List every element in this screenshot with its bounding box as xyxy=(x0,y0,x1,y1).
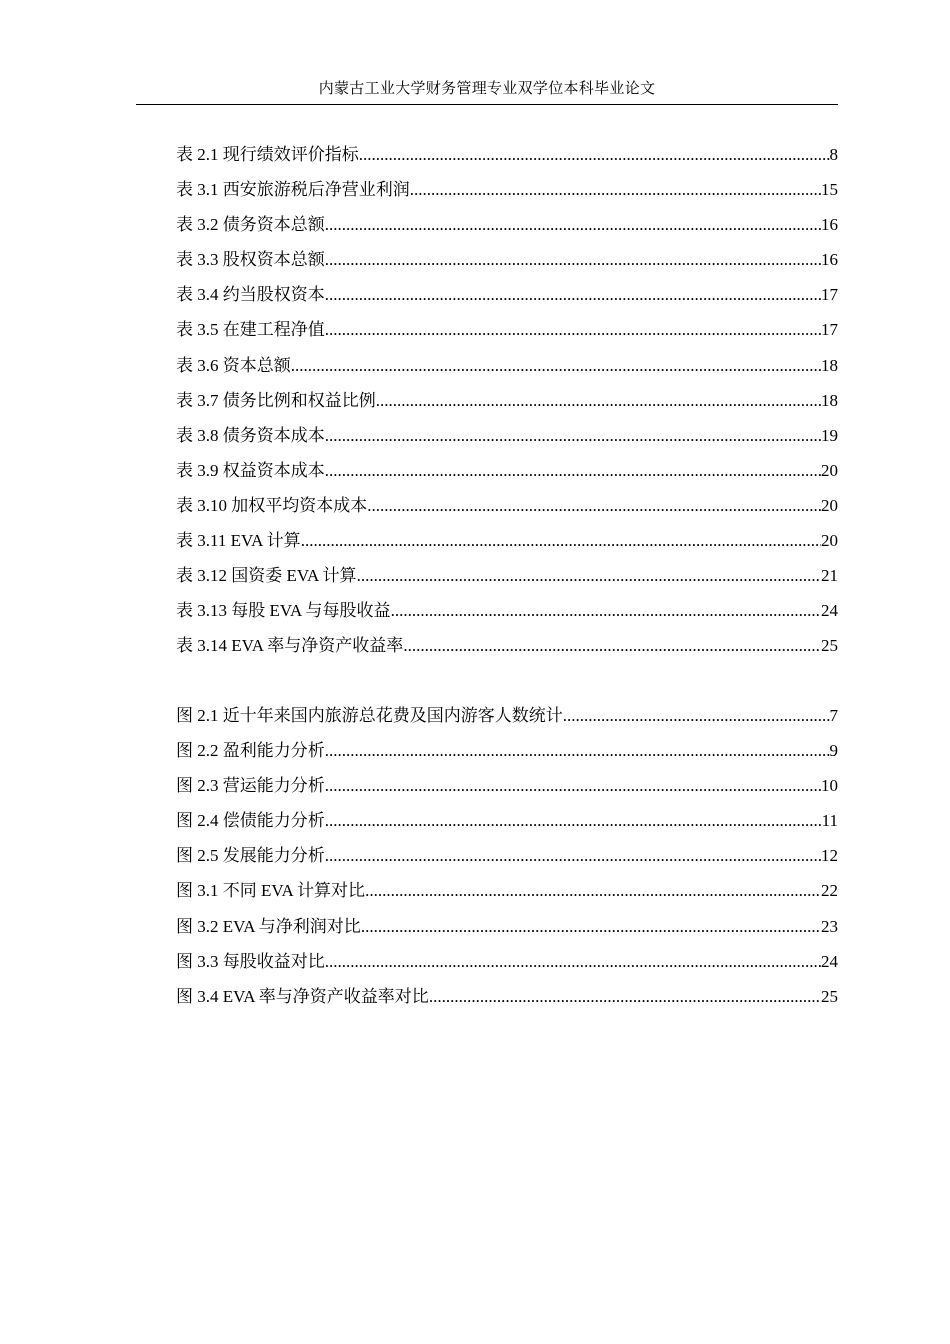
toc-entry-page: 16 xyxy=(821,250,838,270)
page-header xyxy=(136,78,838,105)
toc-entry-label: 图 2.1 近十年来国内旅游总花费及国内游客人数统计 xyxy=(176,706,563,725)
dot-leader xyxy=(367,492,821,520)
dot-leader xyxy=(325,211,821,239)
toc-entry-label: 表 3.7 债务比例和权益比例 xyxy=(176,390,376,410)
toc-entry[interactable] xyxy=(176,737,838,772)
toc-entry-page: 23 xyxy=(821,916,838,936)
toc-entry[interactable] xyxy=(176,807,838,842)
toc-entry-page: 24 xyxy=(821,601,838,621)
toc-entry[interactable] xyxy=(176,141,838,176)
toc-entry-label: 表 3.1 西安旅游税后净营业利润 xyxy=(176,180,410,200)
toc-entry-label: 表 3.6 资本总额 xyxy=(176,355,291,375)
toc-entry[interactable] xyxy=(176,422,838,457)
toc-entry-label: 表 3.2 债务资本总额 xyxy=(176,215,325,235)
dot-leader xyxy=(357,562,821,590)
toc-entry-label: 表 3.3 股权资本总额 xyxy=(176,250,325,270)
toc-entry-label: 表 3.13 每股 EVA 与每股收益 xyxy=(176,601,391,621)
toc-entry[interactable] xyxy=(176,387,838,422)
list-of-figures xyxy=(176,702,838,1018)
toc-entry-page: 18 xyxy=(821,355,838,375)
toc-entry[interactable] xyxy=(176,246,838,281)
header-title: 内蒙古工业大学财务管理专业双学位本科毕业论文 xyxy=(318,81,656,97)
toc-entry-page: 7 xyxy=(829,706,838,725)
toc-entry-label: 表 3.10 加权平均资本成本 xyxy=(176,495,368,515)
toc-entry-page: 17 xyxy=(821,285,838,305)
toc-entry-page: 10 xyxy=(821,776,838,796)
toc-entry[interactable] xyxy=(176,492,838,527)
toc-entry[interactable] xyxy=(176,597,838,632)
toc-entry-label: 图 2.3 营运能力分析 xyxy=(176,776,325,796)
toc-entry-page: 25 xyxy=(821,636,838,656)
toc-entry-page: 22 xyxy=(821,881,838,901)
toc-entry-label: 图 3.3 每股收益对比 xyxy=(176,951,325,971)
toc-entry-label: 表 3.12 国资委 EVA 计算 xyxy=(176,566,357,586)
toc-entry-page: 20 xyxy=(821,531,838,551)
toc-entry[interactable] xyxy=(176,281,838,316)
toc-entry-page: 20 xyxy=(821,460,838,480)
dot-leader xyxy=(325,422,821,450)
toc-entry[interactable] xyxy=(176,913,838,948)
toc-entry-page: 11 xyxy=(821,811,838,831)
dot-leader xyxy=(361,913,821,941)
toc-entry-label: 表 3.14 EVA 率与净资产收益率 xyxy=(176,636,404,656)
dot-leader xyxy=(403,632,821,660)
toc-entry[interactable] xyxy=(176,948,838,983)
toc-entry[interactable] xyxy=(176,842,838,877)
dot-leader xyxy=(325,737,830,765)
dot-leader xyxy=(563,702,830,730)
toc-entry-page: 9 xyxy=(829,741,838,761)
toc-entry[interactable] xyxy=(176,702,838,737)
dot-leader xyxy=(325,457,821,485)
dot-leader xyxy=(291,352,821,380)
dot-leader xyxy=(429,983,821,1011)
toc-entry-label: 图 3.4 EVA 率与净资产收益率对比 xyxy=(176,986,429,1006)
toc-entry-page: 25 xyxy=(821,986,838,1006)
dot-leader xyxy=(391,597,821,625)
toc-entry-page: 19 xyxy=(821,425,838,445)
toc-entry-label: 图 2.4 偿债能力分析 xyxy=(176,811,325,831)
toc-entry[interactable] xyxy=(176,352,838,387)
toc-entry-page: 20 xyxy=(821,495,838,515)
toc-entry-page: 21 xyxy=(821,566,838,586)
toc-entry-page: 8 xyxy=(829,145,838,164)
dot-leader xyxy=(325,246,821,274)
list-of-tables xyxy=(176,141,838,667)
toc-entry-page: 18 xyxy=(821,390,838,410)
toc-entry-label: 表 2.1 现行绩效评价指标 xyxy=(176,145,359,164)
toc-entry[interactable] xyxy=(176,772,838,807)
dot-leader xyxy=(301,527,821,555)
toc-entry[interactable] xyxy=(176,211,838,246)
toc-entry-label: 图 2.2 盈利能力分析 xyxy=(176,741,325,761)
toc-entry[interactable] xyxy=(176,983,838,1018)
toc-entry-page: 15 xyxy=(821,180,838,200)
dot-leader xyxy=(325,316,821,344)
toc-entry-label: 图 3.1 不同 EVA 计算对比 xyxy=(176,881,366,901)
toc-entry-page: 16 xyxy=(821,215,838,235)
toc-entry-label: 表 3.5 在建工程净值 xyxy=(176,320,325,340)
toc-entry[interactable] xyxy=(176,632,838,667)
toc-entry-label: 表 3.11 EVA 计算 xyxy=(176,531,301,551)
toc-entry-label: 图 2.5 发展能力分析 xyxy=(176,846,325,866)
dot-leader xyxy=(325,948,821,976)
toc-entry[interactable] xyxy=(176,877,838,912)
toc-entry[interactable] xyxy=(176,457,838,492)
toc-entry-label: 表 3.4 约当股权资本 xyxy=(176,285,325,305)
dot-leader xyxy=(410,176,821,204)
toc-entry-page: 12 xyxy=(821,846,838,866)
dot-leader xyxy=(359,141,830,169)
toc-entry[interactable] xyxy=(176,562,838,597)
dot-leader xyxy=(325,807,822,835)
toc-entry-page: 17 xyxy=(821,320,838,340)
toc-entry-label: 图 3.2 EVA 与净利润对比 xyxy=(176,916,361,936)
dot-leader xyxy=(325,281,821,309)
toc-entry[interactable] xyxy=(176,316,838,351)
dot-leader xyxy=(365,877,821,905)
toc-entry-label: 表 3.9 权益资本成本 xyxy=(176,460,325,480)
toc-entry[interactable] xyxy=(176,176,838,211)
dot-leader xyxy=(376,387,821,415)
toc-entry-page: 24 xyxy=(821,951,838,971)
toc-entry-label: 表 3.8 债务资本成本 xyxy=(176,425,325,445)
toc-entry[interactable] xyxy=(176,527,838,562)
dot-leader xyxy=(325,772,821,800)
dot-leader xyxy=(325,842,821,870)
